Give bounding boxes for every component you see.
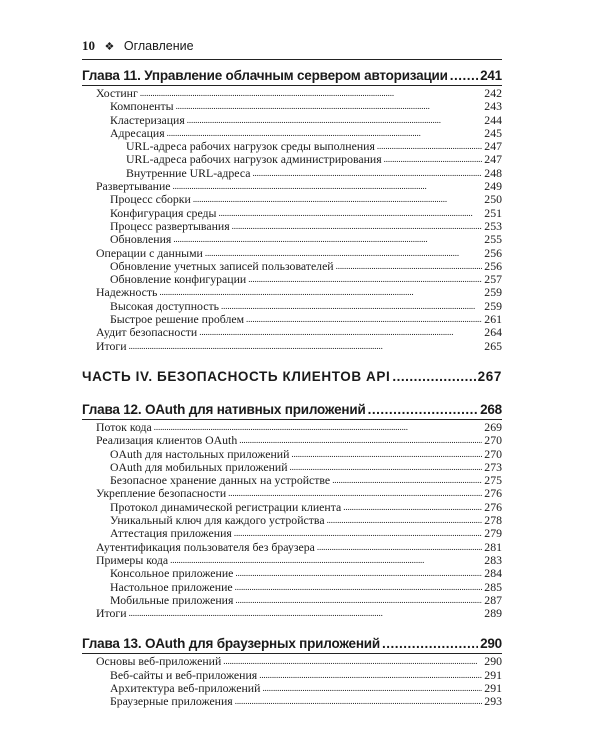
dot-leader (290, 460, 483, 474)
toc-entry-label: Укрепление безопасности (96, 486, 227, 501)
dot-leader (170, 553, 482, 567)
dot-leader (173, 232, 482, 246)
toc-entry-page: 248 (484, 165, 502, 180)
toc-entry-label: Аудит безопасности (96, 325, 198, 340)
toc-entry[interactable] (82, 207, 502, 220)
toc-entry-page: 291 (484, 680, 502, 695)
toc-entry[interactable] (82, 461, 502, 474)
toc-entry[interactable] (82, 313, 502, 326)
running-header (82, 38, 502, 58)
dot-leader (450, 66, 478, 85)
toc-entry[interactable] (82, 180, 502, 193)
page-number: 10 (82, 38, 95, 53)
dot-leader (159, 285, 482, 299)
part-heading-label: ЧАСТЬ IV. БЕЗОПАСНОСТЬ КЛИЕНТОВ API (82, 368, 391, 384)
dot-leader (221, 299, 482, 313)
toc-entry[interactable] (82, 114, 502, 127)
toc-entry-label: Внутренние URL-адреса (126, 165, 251, 180)
dot-leader (129, 606, 483, 620)
toc-entry-page: 247 (484, 139, 502, 154)
toc-entry[interactable] (82, 300, 502, 313)
toc-entry-page: 291 (484, 667, 502, 682)
toc-entry-page: 259 (484, 285, 502, 300)
toc-entry-label: Процесс развертывания (110, 218, 230, 233)
toc-entry-page: 249 (484, 179, 502, 194)
toc-entry[interactable] (82, 434, 502, 447)
toc-entry-page: 290 (484, 654, 502, 669)
dot-leader (246, 312, 482, 326)
toc-entry-label: Обновления (110, 232, 172, 247)
dot-leader (176, 99, 483, 113)
toc-entry-page: 255 (484, 232, 502, 247)
toc-entry[interactable] (82, 594, 502, 607)
toc-entry-label: Основы веб-приложений (96, 654, 222, 669)
toc-entry[interactable] (82, 669, 502, 682)
dot-leader (235, 580, 483, 594)
dot-leader (259, 668, 482, 682)
dot-leader (248, 272, 482, 286)
dot-leader (228, 486, 482, 500)
dot-leader (235, 593, 482, 607)
toc-entry[interactable] (82, 487, 502, 500)
toc-entry-label: Развертывание (96, 179, 171, 194)
chapter-heading[interactable] (82, 400, 502, 419)
header-rule (82, 59, 502, 60)
toc-entry-page: 270 (484, 446, 502, 461)
toc-entry-page: 270 (484, 433, 502, 448)
toc-entry-page: 264 (484, 325, 502, 340)
toc-entry-label: Браузерные приложения (110, 694, 233, 709)
toc-entry[interactable] (82, 474, 502, 487)
chapter-heading-page: 290 (480, 636, 502, 652)
toc-entry-page: 243 (484, 99, 502, 114)
toc-entry[interactable] (82, 153, 502, 166)
toc-entry-page: 269 (484, 419, 502, 434)
chapter-heading-label: Глава 13. OAuth для браузерных приложений (82, 636, 380, 652)
toc-entry-page: 259 (484, 298, 502, 313)
toc-entry[interactable] (82, 581, 502, 594)
toc-entry-page: 261 (484, 312, 502, 327)
toc-entry[interactable] (82, 326, 502, 339)
toc-entry[interactable] (82, 273, 502, 286)
dot-leader (173, 179, 483, 193)
toc-entry-label: Быстрое решение проблем (110, 312, 245, 327)
toc-entry[interactable] (82, 247, 502, 260)
chapter-heading-page: 241 (480, 68, 502, 83)
toc-entry-label: Конфигурация среды (110, 205, 217, 220)
dot-leader (291, 447, 482, 461)
toc-entry-label: Адресация (110, 125, 165, 140)
toc-entry[interactable] (82, 100, 502, 113)
toc-entry-label: Реализация клиентов OAuth (96, 433, 238, 448)
toc-entry-label: URL-адреса рабочих нагрузок среды выполнения (126, 139, 375, 154)
toc-entry-page: 265 (484, 338, 502, 353)
toc-entry[interactable] (82, 220, 502, 233)
dot-leader (327, 513, 483, 527)
toc-entry-label: Кластеризация (110, 112, 185, 127)
toc-entry[interactable] (82, 167, 502, 180)
chapter-heading[interactable] (82, 66, 502, 85)
dot-leader (140, 86, 482, 100)
dot-leader (377, 139, 482, 153)
dot-leader (193, 192, 482, 206)
toc-entry[interactable] (82, 655, 502, 668)
toc-entry[interactable] (82, 514, 502, 527)
chapter-heading[interactable] (82, 634, 502, 653)
toc-entry[interactable] (82, 695, 502, 708)
toc-entry-page: 256 (484, 258, 502, 273)
toc-entry-label: Итоги (96, 606, 127, 621)
dot-leader (232, 219, 483, 233)
dot-leader (235, 566, 482, 580)
toc-entry[interactable] (82, 567, 502, 580)
toc-entry-label: Хостинг (96, 86, 138, 100)
toc-entry[interactable] (82, 607, 502, 620)
chapter-heading-label: Глава 11. Управление облачным сервером авторизации (82, 68, 448, 83)
toc-entry[interactable] (82, 682, 502, 695)
toc-entry-label: OAuth для мобильных приложений (110, 459, 288, 474)
toc-entry-page: 279 (484, 526, 502, 541)
toc-entry-page: 276 (484, 499, 502, 514)
toc-entry-page: 253 (484, 218, 502, 233)
toc-entry-label: OAuth для настольных приложений (110, 446, 290, 461)
table-of-contents (82, 66, 502, 709)
toc-entry-label: Высокая доступность (110, 298, 220, 313)
toc-entry-label: Итоги (96, 338, 127, 353)
toc-entry-page: 281 (484, 539, 502, 554)
toc-entry-page: 257 (484, 272, 502, 287)
toc-entry-label: Примеры кода (96, 552, 169, 567)
toc-entry-label: Настольное приложение (110, 579, 233, 594)
toc-entry-label: Обновление конфигурации (110, 272, 247, 287)
toc-entry[interactable] (82, 193, 502, 206)
dot-leader (223, 654, 482, 668)
toc-entry-page: 244 (484, 112, 502, 127)
toc-entry-page: 278 (484, 513, 502, 528)
toc-entry-label: Операции с данными (96, 245, 203, 260)
toc-entry-label: Аттестация приложения (110, 526, 232, 541)
toc-entry-page: 289 (484, 606, 502, 621)
toc-entry[interactable] (82, 233, 502, 246)
toc-entry[interactable] (82, 448, 502, 461)
dot-leader (382, 634, 478, 653)
dot-leader (332, 473, 482, 487)
dot-leader (239, 433, 482, 447)
toc-entry[interactable] (82, 140, 502, 153)
toc-entry-page: 250 (484, 192, 502, 207)
toc-entry-page: 287 (484, 592, 502, 607)
part-heading[interactable] (82, 367, 502, 386)
dot-leader (234, 526, 482, 540)
dot-leader (167, 126, 483, 140)
toc-entry-label: Уникальный ключ для каждого устройства (110, 513, 325, 528)
toc-entry-label: Консольное приложение (110, 566, 234, 581)
toc-entry[interactable] (82, 286, 502, 299)
toc-entry-page: 245 (484, 125, 502, 140)
part-heading-page: 267 (477, 368, 502, 384)
toc-entry-label: Веб-сайты и веб-приложения (110, 667, 258, 682)
dot-leader (343, 500, 482, 514)
toc-entry-page: 283 (484, 552, 502, 567)
toc-entry-label: Поток кода (96, 419, 152, 434)
toc-entry-label: Протокол динамической регистрации клиента (110, 499, 342, 514)
toc-entry-page: 251 (484, 205, 502, 220)
toc-entry[interactable] (82, 541, 502, 554)
diamond-ornament-icon: ❖ (104, 41, 115, 53)
toc-entry-page: 285 (484, 579, 502, 594)
toc-entry[interactable] (82, 260, 502, 273)
toc-entry-label: Аутентификация пользователя без браузера (96, 539, 315, 554)
toc-entry[interactable] (82, 501, 502, 514)
dot-leader (336, 259, 483, 273)
toc-entry-label: Безопасное хранение данных на устройстве (110, 473, 331, 488)
toc-entry-page: 276 (484, 486, 502, 501)
dot-leader (384, 152, 483, 166)
dot-leader (129, 339, 483, 353)
toc-entry-page: 273 (484, 459, 502, 474)
toc-entry-label: Компоненты (110, 99, 174, 114)
chapter-heading-page: 268 (480, 401, 502, 417)
toc-entry[interactable] (82, 421, 502, 434)
toc-entry-label: Надежность (96, 285, 158, 300)
toc-entry-label: Мобильные приложения (110, 592, 234, 607)
chapter-heading-label: Глава 12. OAuth для нативных приложений (82, 401, 366, 417)
toc-entry[interactable] (82, 87, 502, 100)
dot-leader (154, 420, 483, 434)
running-title: Оглавление (123, 39, 194, 53)
dot-leader (368, 400, 479, 419)
dot-leader (252, 166, 482, 180)
dot-leader (187, 113, 483, 127)
toc-entry-page: 242 (484, 86, 502, 100)
toc-entry[interactable] (82, 527, 502, 540)
toc-entry[interactable] (82, 554, 502, 567)
toc-entry-label: Процесс сборки (110, 192, 191, 207)
dot-leader (205, 246, 482, 260)
toc-entry-label: URL-адреса рабочих нагрузок администрирования (126, 152, 382, 167)
toc-entry-label: Обновление учетных записей пользователей (110, 258, 334, 273)
dot-leader (317, 540, 482, 554)
toc-entry-page: 284 (484, 566, 502, 581)
toc-entry-page: 293 (484, 694, 502, 709)
dot-leader (199, 325, 482, 339)
toc-entry[interactable] (82, 127, 502, 140)
toc-entry-page: 247 (484, 152, 502, 167)
toc-entry-page: 256 (484, 245, 502, 260)
toc-entry-page: 275 (484, 473, 502, 488)
toc-entry-label: Архитектура веб-приложений (110, 680, 261, 695)
toc-entry[interactable] (82, 340, 502, 353)
dot-leader (235, 694, 483, 708)
dot-leader (262, 681, 482, 695)
dot-leader (392, 367, 475, 386)
dot-leader (218, 206, 482, 220)
